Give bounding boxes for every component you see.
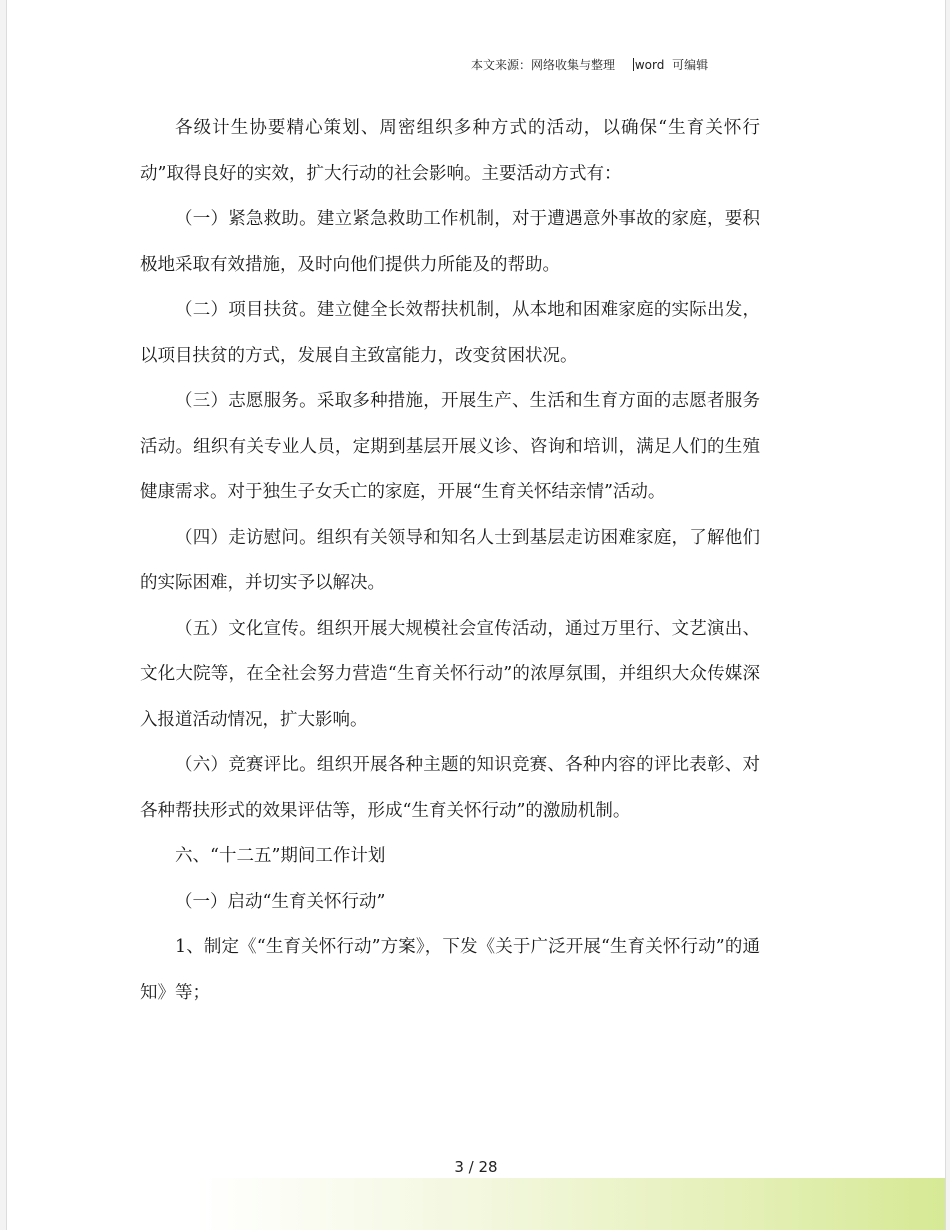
page-number: 3 / 28	[454, 1158, 498, 1176]
document-page	[6, 0, 946, 1230]
paragraph: 1、制定《“生育关怀行动”方案》，下发《关于广泛开展“生育关怀行动”的通知》等；	[140, 937, 760, 1003]
paragraph: （二）项目扶贫。建立健全长效帮扶机制，从本地和困难家庭的实际出发，以项目扶贫的方式，发展自主致富能力，改变贫困状况。	[140, 300, 760, 366]
page-header	[471, 56, 708, 73]
document-body	[140, 106, 760, 1016]
subsection-heading: （一）启动“生育关怀行动”	[175, 891, 386, 912]
decorative-footer-band	[197, 1178, 946, 1230]
header-source: 本文来源：网络收集与整理	[471, 58, 616, 72]
paragraph: （五）文化宣传。组织开展大规模社会宣传活动，通过万里行、文艺演出、文化大院等，在全社会努力营造“生育关怀行动”的浓厚氛围，并组织大众传媒深入报道活动情况，扩大影响。	[140, 618, 760, 730]
section-heading: 六、“十二五”期间工作计划	[175, 846, 386, 866]
paragraph: （三）志愿服务。采取多种措施，开展生产、生活和生育方面的志愿者服务活动。组织有关专业人员，定期到基层开展义诊、咨询和培训，满足人们的生殖健康需求。对于独生子女夭亡的家庭，开展“生育关怀结亲情”活动。	[140, 391, 760, 502]
header-editable: 可编辑	[672, 58, 709, 72]
paragraph: （一）紧急救助。建立紧急救助工作机制，对于遭遇意外事故的家庭，要积极地采取有效措施，及时向他们提供力所能及的帮助。	[140, 209, 760, 275]
paragraph: 各级计生协要精心策划、周密组织多种方式的活动，以确保“生育关怀行动”取得良好的实效，扩大行动的社会影响。主要活动方式有：	[140, 118, 760, 184]
header-separator	[633, 58, 634, 71]
paragraph: （六）竞赛评比。组织开展各种主题的知识竞赛、各种内容的评比表彰、对各种帮扶形式的效果评估等，形成“生育关怀行动”的激励机制。	[140, 755, 760, 821]
paragraph: （四）走访慰问。组织有关领导和知名人士到基层走访困难家庭，了解他们的实际困难，并切实予以解决。	[140, 527, 760, 593]
header-format: word	[634, 58, 665, 72]
